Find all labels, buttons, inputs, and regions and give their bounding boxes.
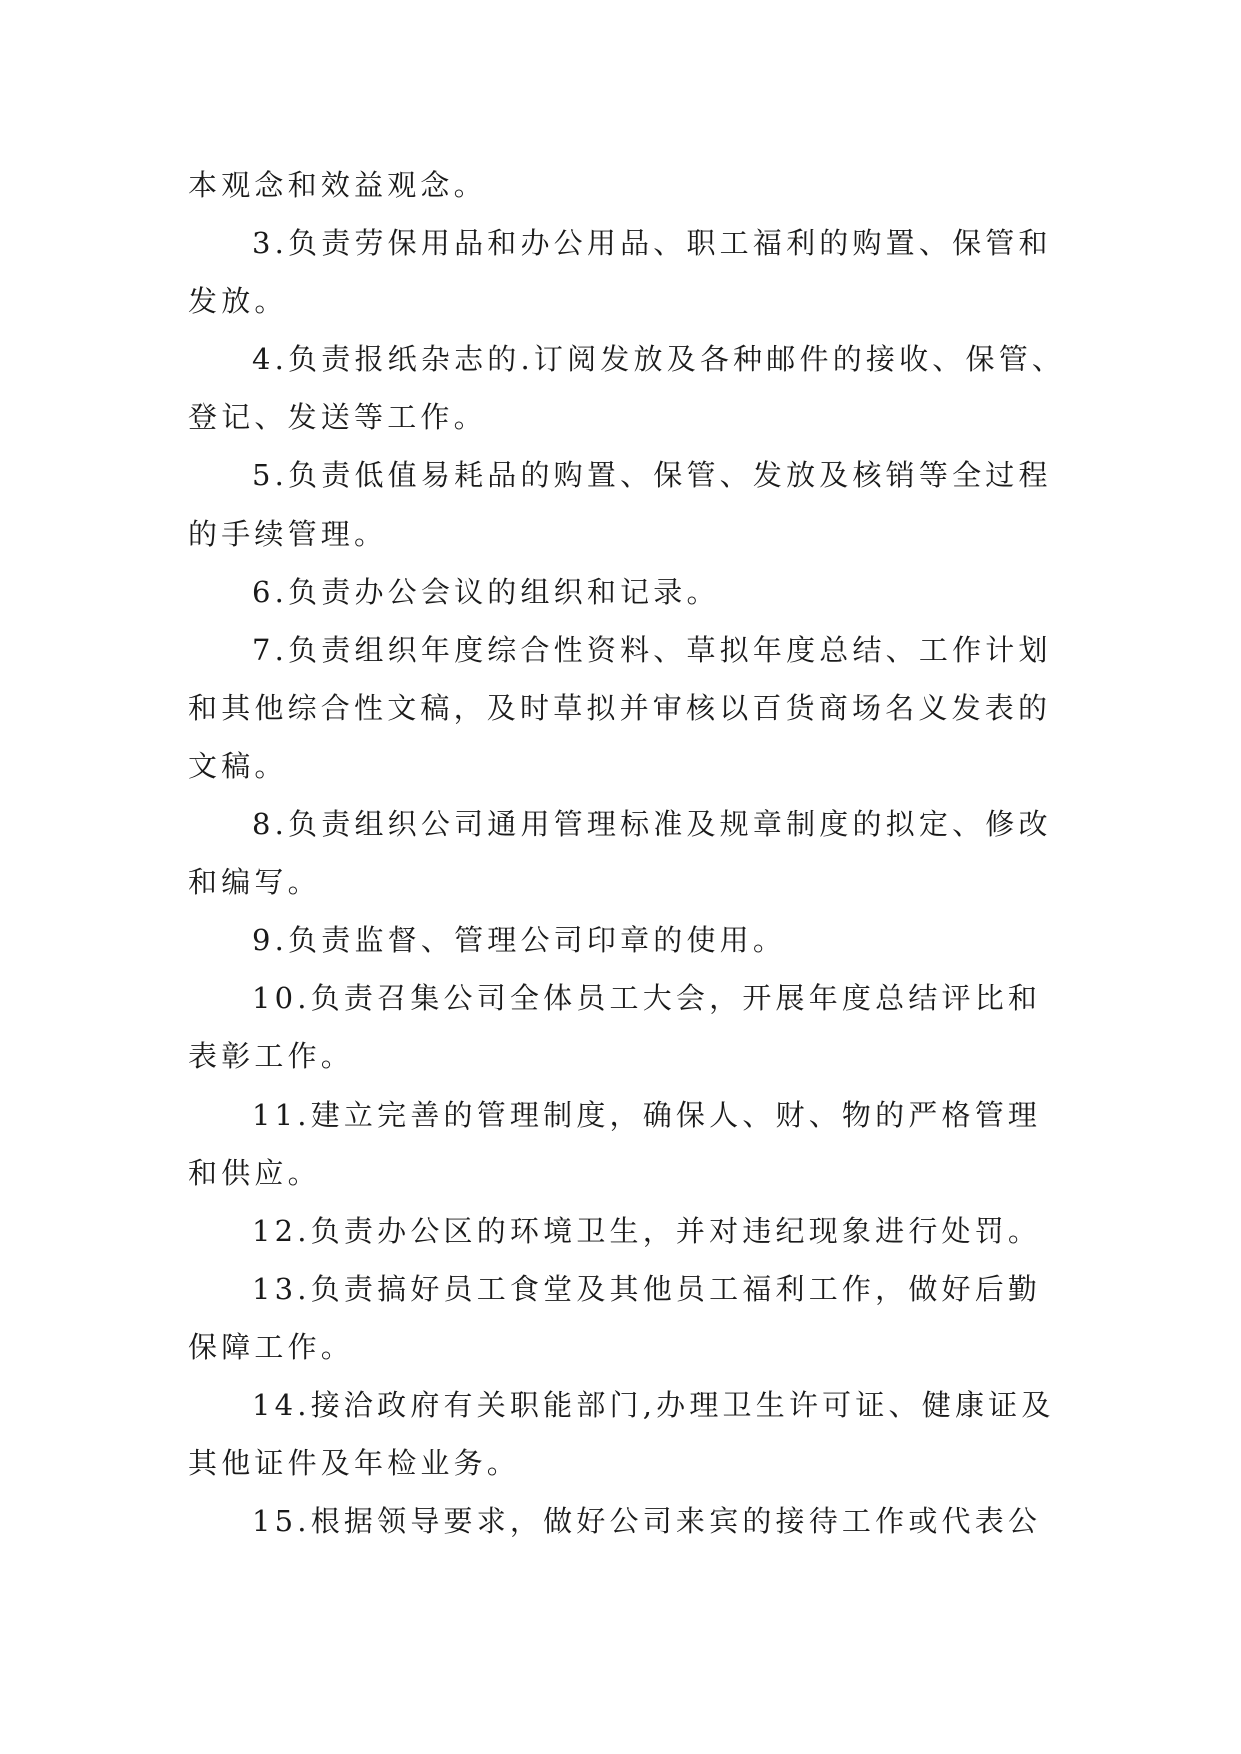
text-line: 14.接洽政府有关职能部门,办理卫生许可证、健康证及 [252,1387,1055,1422]
text-line: 和其他综合性文稿，及时草拟并审核以百货商场名义发表的 [188,690,1052,725]
text-line: 6.负责办公会议的组织和记录。 [252,574,720,609]
text-line: 本观念和效益观念。 [188,168,487,202]
text-line: 11.建立完善的管理制度，确保人、财、物的严格管理 [252,1097,1042,1132]
text-line: 15.根据领导要求，做好公司来宾的接待工作或代表公 [252,1504,1042,1539]
text-line: 和供应。 [188,1155,321,1190]
text-line: 7.负责组织年度综合性资料、草拟年度总结、工作计划 [252,632,1052,667]
text-line: 10.负责召集公司全体员工大会，开展年度总结评比和 [252,981,1042,1016]
text-line: 的手续管理。 [188,516,388,551]
text-line: 3.负责劳保用品和办公用品、职工福利的购置、保管和 [252,226,1052,261]
text-line: 文稿。 [188,748,288,783]
text-line: 4.负责报纸杂志的.订阅发放及各种邮件的接收、保管、 [252,342,1066,377]
text-line: 8.负责组织公司通用管理标准及规章制度的拟定、修改 [252,807,1052,842]
text-line: 发放。 [188,284,288,319]
document-body [188,156,1068,1550]
text-line: 和编写。 [188,865,321,900]
text-line: 表彰工作。 [188,1039,355,1074]
text-line: 保障工作。 [188,1329,355,1364]
text-line: 13.负责搞好员工食堂及其他员工福利工作，做好后勤 [252,1271,1042,1306]
text-line: 5.负责低值易耗品的购置、保管、发放及核销等全过程 [252,458,1052,493]
text-line: 其他证件及年检业务。 [188,1446,521,1481]
text-line: 登记、发送等工作。 [188,400,487,435]
text-line: 12.负责办公区的环境卫生，并对违纪现象进行处罚。 [252,1213,1042,1248]
text-line: 9.负责监督、管理公司印章的使用。 [252,923,787,958]
